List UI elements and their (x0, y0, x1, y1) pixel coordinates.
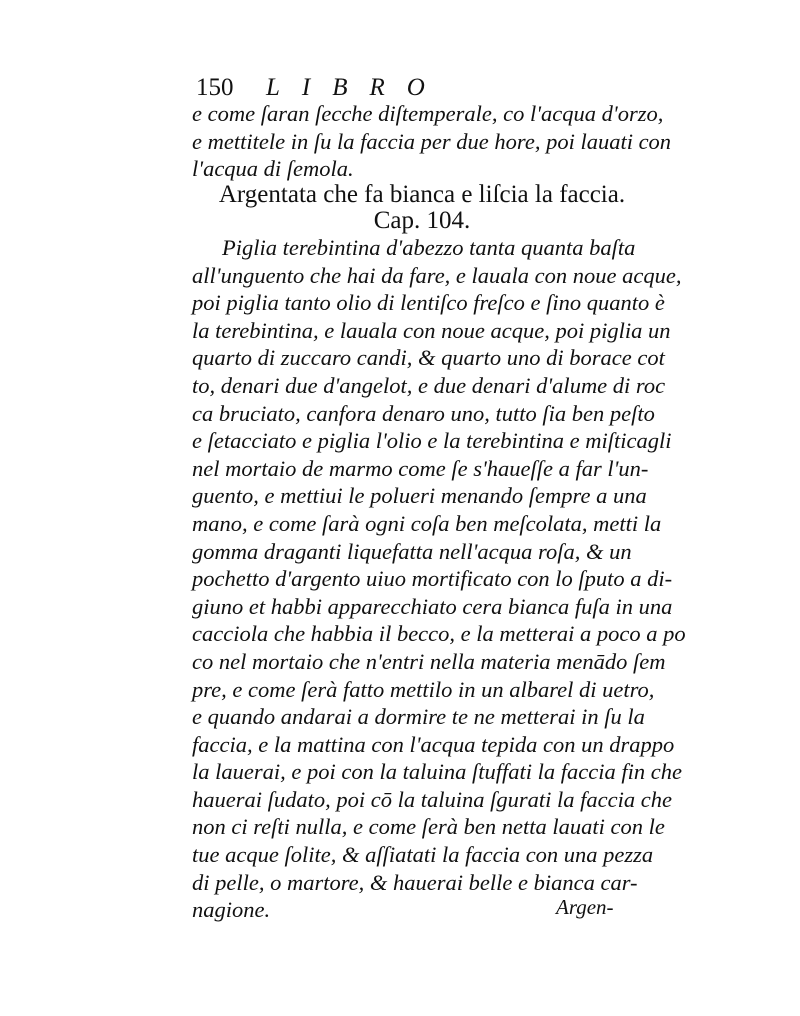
chapter-heading: Cap. 104. (373, 207, 471, 234)
text-line: la terebintina, e lauala con noue acque, poi piglia un (192, 317, 671, 343)
text-line: nagione. (192, 897, 271, 923)
text-line: guento, e mettiui le polueri menando ſempre a una (192, 483, 647, 509)
text-line: pochetto d'argento uiuo mortificato con lo ſputo a di- (192, 566, 673, 592)
text-line: e quando andarai a dormire te ne metterai in ſu la (192, 704, 645, 730)
intro-text (192, 100, 672, 183)
text-line: pre, e come ſerà fatto mettilo in un albarel di uetro, (192, 676, 655, 702)
text-line: co nel mortaio che n'entri nella materia menādo ſem (192, 648, 666, 674)
text-line: di pelle, o martore, & hauerai belle e bianca car- (192, 869, 638, 895)
text-line: nel mortaio de marmo come ſe s'haueſſe a far l'un- (192, 455, 649, 481)
page-number: 150 (196, 74, 234, 101)
recipe-body (192, 234, 686, 924)
text-line: l'acqua di ſemola. (192, 156, 354, 182)
text-line: ca bruciato, canfora denaro uno, tutto ſia ben peſto (192, 400, 655, 426)
recipe-title: Argentata che fa bianca e liſcia la faccia. (218, 181, 626, 208)
text-line: la lauerai, e poi con la taluina ſtuffati la faccia fin che (192, 759, 682, 785)
text-line: faccia, e la mattina con l'acqua tepida con un drappo (192, 731, 675, 757)
text-line: giuno et habbi apparecchiato cera bianca fuſa in una (192, 593, 673, 619)
text-line: cacciola che habbia il becco, e la metterai a poco a po (192, 621, 686, 647)
text-line: mano, e come ſarà ogni coſa ben meſcolata, metti la (192, 510, 662, 536)
text-line: Piglia terebintina d'abezzo tanta quanta baſta (222, 235, 636, 260)
running-head: LIBRO (266, 74, 447, 101)
text-line: e come ſaran ſecche diſtemperale, co l'acqua d'orzo, (192, 101, 664, 126)
text-line: e mettitele in ſu la faccia per due hore, poi lauati con (192, 128, 672, 154)
text-line: gomma draganti liquefatta nell'acqua roſa, & un (192, 538, 632, 564)
text-line: non ci reſti nulla, e come ſerà ben netta lauati con le (192, 814, 665, 840)
catchword: Argen- (556, 895, 614, 919)
text-line: tue acque ſolite, & aſſiatati la faccia con una pezza (192, 842, 654, 868)
text-line: e ſetacciato e piglia l'olio e la terebintina e miſticagli (192, 428, 672, 454)
text-line: to, denari due d'angelot, e due denari d'alume di roc (192, 372, 666, 398)
text-line: quarto di zuccaro candi, & quarto uno di borace cot (192, 345, 665, 371)
text-line: all'unguento che hai da fare, e lauala con noue acque, (192, 262, 682, 288)
text-line: hauerai ſudato, poi cō la taluina ſgurati la faccia che (192, 786, 672, 812)
text-line: poi piglia tanto olio di lentiſco freſco e ſino quanto è (192, 290, 665, 316)
